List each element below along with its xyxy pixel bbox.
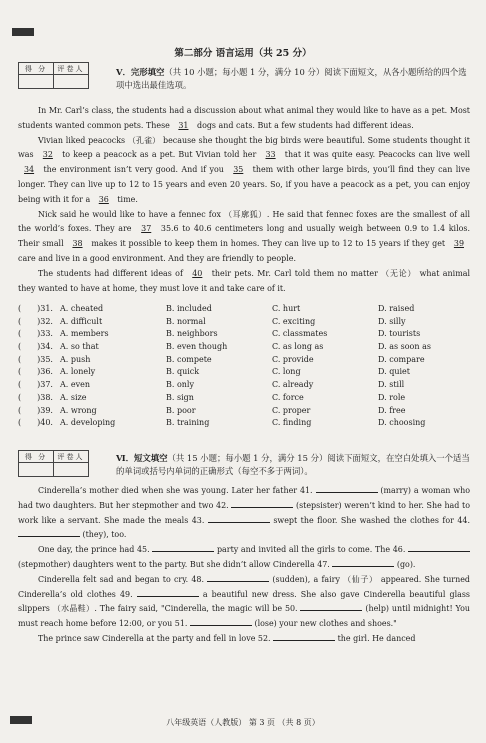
cloze-blank[interactable]: 35 (233, 165, 244, 175)
question-number: 39. (40, 405, 53, 415)
option-d[interactable]: D. quiet (378, 367, 410, 377)
option-row (18, 417, 470, 430)
answer-blank[interactable] (300, 602, 362, 611)
passage-text: (marry) a woman who had two daughters. But her stepmother and two 42. (18, 486, 470, 510)
passage-text: (sudden), a fairy （仙子） appeared. She turned Cinderella’s old clothes 49. (18, 574, 470, 599)
answer-blank[interactable] (273, 632, 335, 641)
passage-text: swept the floor. She washed the clothes for 44. (269, 515, 470, 525)
passage-text: Cinderella felt sad and began to cry. 48. (38, 574, 208, 584)
registration-mark-top (12, 28, 34, 36)
answer-bracket[interactable]: ( ) (18, 392, 41, 402)
section-5-desc: （共 10 小题；每小题 1 分，满分 10 分）阅读下面短文，从各小题所给的四个选项中选出最佳选项。 (116, 67, 467, 90)
option-b[interactable]: B. neighbors (166, 329, 218, 339)
grader-label: 评卷人 (54, 451, 89, 463)
option-d[interactable]: D. compare (378, 354, 425, 364)
option-row (18, 366, 470, 379)
answer-slot[interactable] (18, 366, 60, 379)
question-number: 35. (40, 354, 53, 364)
option-a[interactable]: A. members (60, 329, 109, 339)
option-b[interactable]: B. training (166, 418, 210, 428)
passage-text: their pets. Mr. Carl told them no matter （无论） what animal they wanted to have at home, they must love it and take care of it. (18, 268, 470, 293)
option-a[interactable]: A. size (60, 392, 87, 402)
option-a[interactable]: A. difficult (60, 316, 103, 326)
cloze-blank[interactable]: 34 (24, 165, 35, 175)
answer-blank[interactable] (152, 543, 214, 552)
section-5-heading (116, 66, 472, 92)
option-a[interactable]: A. developing (60, 418, 116, 428)
cloze-blank[interactable]: 39 (453, 239, 464, 249)
cloze-blank[interactable]: 31 (178, 120, 189, 130)
option-c[interactable]: C. as long as (272, 342, 324, 352)
cloze-blank[interactable]: 36 (98, 194, 109, 204)
answer-blank[interactable] (332, 558, 394, 567)
fill-paragraph (18, 484, 470, 543)
passage-text: (lose) your new clothes and shoes." (251, 619, 397, 629)
page-footer: 八年级英语（人教版） 第 3 页 （共 8 页） (166, 718, 320, 727)
passage-text: One day, the prince had 45. (38, 545, 153, 555)
answer-bracket[interactable]: ( ) (18, 367, 41, 377)
question-number: 38. (40, 392, 53, 402)
passage-text: In Mr. Carl’s class, the students had a discussion about what animal they would like to have as a pet. Most students wanted common pets. These (18, 106, 470, 130)
score-label: 得 分 (19, 451, 54, 463)
option-row (18, 341, 470, 354)
option-c[interactable]: C. long (272, 367, 301, 377)
answer-bracket[interactable]: ( ) (18, 316, 41, 326)
option-a[interactable]: A. so that (60, 342, 99, 352)
answer-bracket[interactable]: ( ) (18, 405, 41, 415)
option-d[interactable]: D. silly (378, 316, 406, 326)
question-number: 31. (40, 304, 53, 313)
answer-blank[interactable] (137, 588, 199, 597)
option-a[interactable]: A. cheated (60, 304, 104, 313)
answer-slot[interactable] (18, 354, 60, 367)
option-row (18, 303, 470, 316)
cloze-passage (18, 104, 470, 296)
section-5-title: V．完形填空 (116, 67, 165, 77)
score-box-6 (18, 450, 89, 477)
passage-text: care and live in a good environment. And they are friendly to people. (18, 253, 296, 263)
option-row (18, 405, 470, 418)
passage-text: the girl. He danced (335, 633, 416, 643)
option-c[interactable]: C. already (272, 380, 314, 390)
option-d[interactable]: D. still (378, 380, 405, 390)
score-cell[interactable] (19, 463, 54, 477)
cloze-blank[interactable]: 33 (265, 150, 276, 160)
answer-slot[interactable] (18, 392, 60, 405)
passage-text: (stepsister) weren’t kind to her. She had to work like a servant. She made the meals 43. (18, 500, 471, 525)
option-c[interactable]: C. provide (272, 354, 314, 364)
option-a[interactable]: A. push (60, 354, 91, 364)
part-title: 第二部分 语言运用（共 25 分） (174, 48, 312, 59)
question-number: 37. (40, 380, 53, 390)
passage-text: (stepmother) daughters went to the party. But she didn’t allow Cinderella 47. (18, 559, 333, 569)
answer-bracket[interactable]: ( ) (18, 342, 41, 352)
option-row (18, 392, 470, 405)
option-a[interactable]: A. wrong (60, 405, 97, 415)
option-c[interactable]: C. proper (272, 405, 311, 415)
passage-text: Nick said he would like to have a fennec fox （耳廓狐）. He said that fennec foxes are the smallest of all the world’s foxes. They are (18, 209, 470, 234)
passage-text: (they), too. (80, 530, 127, 540)
answer-slot[interactable] (18, 405, 60, 418)
answer-blank[interactable] (190, 617, 252, 626)
passage-text: makes it possible to keep them in homes. They can live up to 12 to 15 years if they get (88, 239, 448, 249)
option-b[interactable]: B. even though (166, 342, 228, 352)
option-d[interactable]: D. choosing (378, 418, 426, 428)
option-c[interactable]: C. classmates (272, 329, 328, 339)
section-6-heading (116, 452, 472, 478)
cloze-paragraph (18, 208, 470, 267)
answer-blank[interactable] (231, 499, 293, 508)
option-row (18, 379, 470, 392)
grader-cell[interactable] (54, 463, 89, 477)
passage-text: time. (114, 194, 138, 204)
question-number: 33. (40, 329, 53, 339)
answer-slot[interactable] (18, 379, 60, 392)
cloze-blank[interactable]: 38 (72, 239, 83, 249)
option-c[interactable]: C. exciting (272, 316, 316, 326)
option-d[interactable]: D. tourists (378, 329, 421, 339)
answer-slot[interactable] (18, 316, 60, 329)
option-b[interactable]: B. compete (166, 354, 212, 364)
question-number: 40. (40, 418, 53, 428)
grader-cell[interactable] (54, 75, 89, 89)
question-number: 34. (40, 342, 53, 352)
answer-bracket[interactable]: ( ) (18, 418, 41, 428)
option-row (18, 316, 470, 329)
answer-blank[interactable] (316, 484, 378, 493)
answer-blank[interactable] (408, 543, 470, 552)
cloze-paragraph (18, 134, 470, 208)
option-a[interactable]: A. lonely (60, 367, 96, 377)
passage-text: The students had different ideas of (38, 268, 187, 278)
fill-paragraph (18, 632, 470, 647)
passage-text: (go). (394, 559, 416, 569)
passage-text: them with other large birds, you’ll find they can live longer. They can live up to 12 to 15 years and even 20 years. So, if you have a peacock as a pet, you can enjoy being with it for a (18, 165, 470, 204)
option-b[interactable]: B. normal (166, 316, 206, 326)
option-row (18, 328, 470, 341)
option-b[interactable]: B. quick (166, 367, 200, 377)
fill-paragraph (18, 543, 470, 573)
answer-slot[interactable] (18, 328, 60, 341)
option-c[interactable]: C. hurt (272, 304, 301, 313)
score-cell[interactable] (19, 75, 54, 89)
answer-slot[interactable] (18, 417, 60, 430)
fill-paragraph (18, 573, 470, 632)
passage-text: the environment isn’t very good. And if you (40, 165, 228, 175)
passage-text: The prince saw Cinderella at the party and fell in love 52. (38, 633, 274, 643)
answer-blank[interactable] (208, 514, 270, 523)
cloze-blank[interactable]: 32 (42, 150, 53, 160)
answer-slot[interactable] (18, 341, 60, 354)
cloze-paragraph (18, 267, 470, 297)
cloze-options (18, 303, 470, 430)
option-c[interactable]: C. finding (272, 418, 312, 428)
passage-text: 35.6 to 40.6 centimeters long and usually weigh between 0.9 to 1.4 kilos. Their small (18, 224, 470, 249)
option-b[interactable]: B. sign (166, 392, 194, 402)
section-6-title: Ⅵ．短文填空 (116, 453, 168, 463)
option-b[interactable]: B. poor (166, 405, 196, 415)
score-box-5 (18, 62, 89, 89)
option-d[interactable]: D. role (378, 392, 406, 402)
question-number: 36. (40, 367, 53, 377)
answer-bracket[interactable]: ( ) (18, 304, 41, 313)
passage-text: that it was quite easy. Peacocks can live well (281, 150, 471, 160)
answer-blank[interactable] (18, 528, 80, 537)
option-b[interactable]: B. included (166, 304, 212, 313)
option-c[interactable]: C. force (272, 392, 304, 402)
cloze-paragraph (18, 104, 470, 134)
section-6-desc: （共 15 小题；每小题 1 分，满分 15 分）阅读下面短文，在空白处填入一个适当的单词或括号内单词的正确形式（每空不多于两词）。 (116, 453, 470, 476)
answer-bracket[interactable]: ( ) (18, 354, 41, 364)
passage-text: (help) until midnight! You must reach home before 12:00, or you 51. (18, 604, 470, 629)
grader-label: 评卷人 (54, 63, 89, 75)
answer-blank[interactable] (207, 573, 269, 582)
answer-bracket[interactable]: ( ) (18, 380, 41, 390)
passage-text: to keep a peacock as a pet. But Vivian told her (58, 150, 260, 160)
score-label: 得 分 (19, 63, 54, 75)
question-number: 32. (40, 316, 53, 326)
option-d[interactable]: D. as soon as (378, 342, 431, 352)
passage-text: Vivian liked peacocks （孔雀） because she thought the big birds were beautiful. Some students thought it was (18, 135, 470, 160)
option-a[interactable]: A. even (60, 380, 91, 390)
option-row (18, 354, 470, 367)
answer-bracket[interactable]: ( ) (18, 329, 41, 339)
fill-in-passage (18, 484, 470, 647)
option-d[interactable]: D. raised (378, 304, 415, 313)
cloze-blank[interactable]: 40 (192, 268, 203, 278)
passage-text: dogs and cats. But a few students had different ideas. (194, 120, 414, 130)
cloze-blank[interactable]: 37 (141, 224, 152, 234)
option-b[interactable]: B. only (166, 380, 195, 390)
answer-slot[interactable] (18, 303, 60, 316)
passage-text: party and invited all the girls to come. The 46. (214, 545, 409, 555)
option-d[interactable]: D. free (378, 405, 406, 415)
passage-text: a beautiful new dress. She also gave Cinderella beautiful glass slippers （水晶鞋）. The fairy said, "Cinderella, the magic will be 50. (18, 589, 470, 614)
passage-text: Cinderella’s mother died when she was young. Later her father 41. (38, 486, 316, 495)
